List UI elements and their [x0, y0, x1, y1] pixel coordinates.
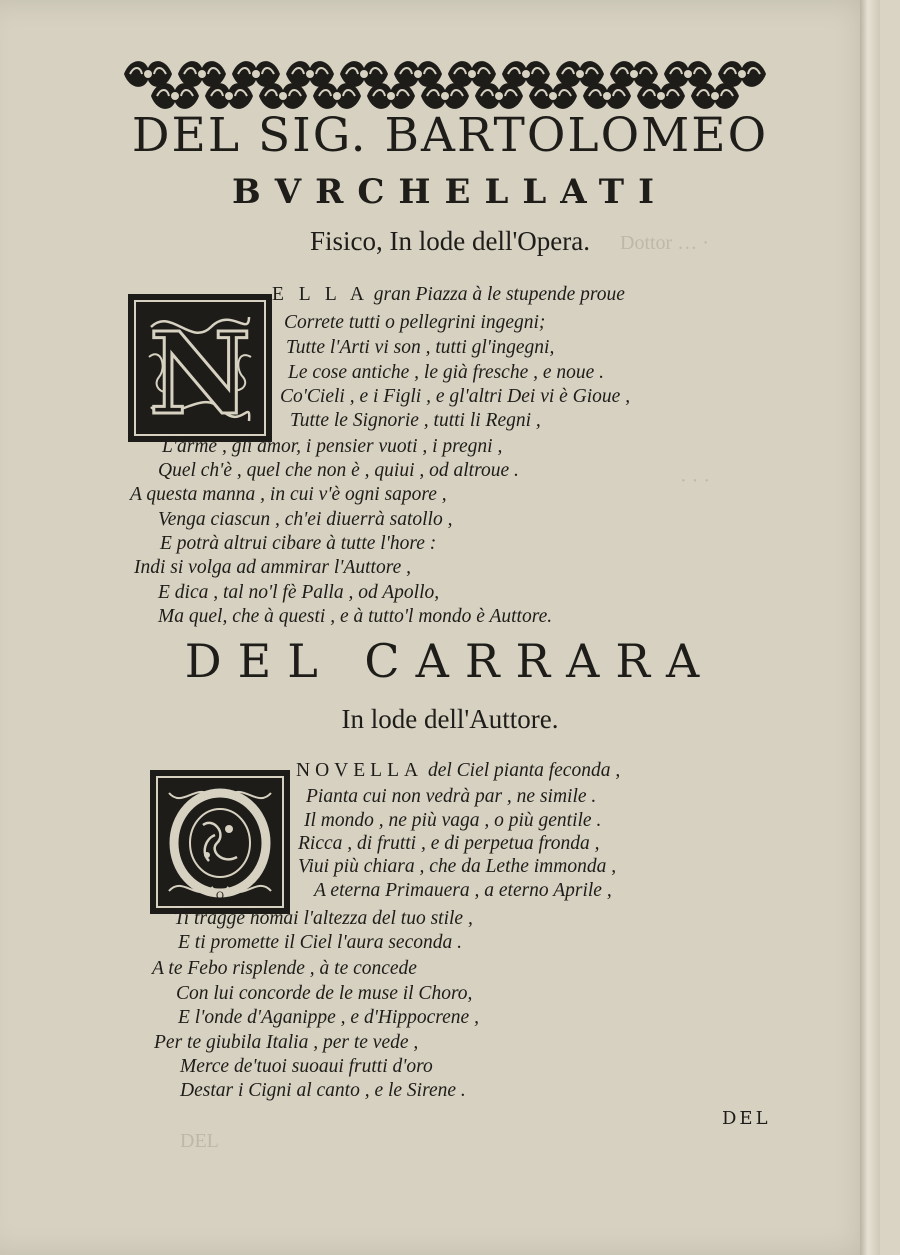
poem1-line-11: E potrà altrui cibare à tutte l'hore :	[160, 533, 437, 554]
poem1-line-5: Co'Cieli , e i Figli , e gl'altri Dei vi è Gioue ,	[280, 386, 631, 407]
poem2-line-6: A eterna Primauera , a eterno Aprile ,	[314, 880, 612, 901]
poem2-line-4: Ricca , di frutti , e di perpetua fronda ,	[298, 833, 600, 854]
poem2-line-10: Con lui concorde de le muse il Choro,	[176, 983, 473, 1004]
poem2-line-5: Viui più chiara , che da Lethe immonda ,	[298, 856, 617, 877]
poem2-line-1-text: del Ciel pianta feconda ,	[427, 760, 621, 781]
poem2-line-9: A te Febo risplende , à te concede	[152, 958, 417, 979]
poem1-line-1	[272, 284, 625, 306]
poem1-line-8: Quel ch'è , quel che non è , quiui , od altroue .	[158, 460, 519, 481]
poem2-line-7: Ti tragge homai l'altezza del tuo stile ,	[174, 908, 473, 929]
poem1-line-13: E dica , tal no'l fè Palla , od Apollo,	[158, 582, 440, 603]
poem1-line-9: A questa manna , in cui v'è ogni sapore ,	[130, 484, 447, 505]
poem2-line-8: E ti promette il Ciel l'aura seconda .	[178, 932, 462, 953]
poem1-line-1-text: gran Piazza à le stupende proue	[373, 284, 625, 305]
poem1-heading: DEL SIG. BARTOLOMEO	[131, 108, 769, 163]
dropcap-n	[128, 294, 272, 442]
dropcap-o	[150, 770, 290, 914]
poem2-subtitle: In lode dell'Auttore.	[341, 704, 559, 734]
poem1-subtitle: Fisico, In lode dell'Opera.	[309, 226, 591, 256]
poem1-line-4: Le cose antiche , le già fresche , e noue .	[288, 362, 605, 383]
poem2-line-12: Per te giubila Italia , per te vede ,	[154, 1032, 419, 1053]
poem1-first-line-lead: E L L A	[272, 284, 369, 305]
bleed-through-text: · · ·	[680, 470, 710, 492]
poem2-first-line-lead: NOVELLA	[296, 760, 424, 781]
poem1-line-12: Indi si volga ad ammirar l'Auttore ,	[134, 557, 411, 578]
poem1-author-surname: BVRCHELLATI	[231, 172, 668, 212]
poem2-line-11: E l'onde d'Aganippe , e d'Hippocrene ,	[178, 1007, 479, 1028]
catchword: DEL	[722, 1108, 771, 1129]
poem2-line-1	[296, 760, 620, 782]
poem1-line-10: Venga ciascun , ch'ei diuerrà satollo ,	[158, 509, 453, 530]
ornament-band	[122, 54, 772, 112]
dropcap-letter-o: O	[215, 891, 225, 902]
poem2-line-3: Il mondo , ne più vaga , o più gentile .	[304, 810, 602, 831]
poem2-line-13: Merce de'tuoi suoaui frutti d'oro	[180, 1056, 433, 1077]
poem1-line-7: L'arme , gli amor, i pensier vuoti , i pregni ,	[162, 436, 503, 457]
dropcap-letter-n: N	[148, 309, 252, 439]
poem2-heading: DEL CARRARA	[184, 634, 716, 688]
bleed-through-text: Dottor … ·	[620, 232, 709, 254]
poem2-line-2: Pianta cui non vedrà par , ne simile .	[306, 786, 597, 807]
poem1-line-3: Tutte l'Arti vi son , tutti gl'ingegni,	[286, 337, 555, 358]
poem1-line-14: Ma quel, che à questi , e à tutto'l mondo è Auttore.	[158, 606, 553, 627]
bleed-through-text: DEL	[180, 1130, 219, 1152]
poem1-line-2: Correte tutti o pellegrini ingegni;	[284, 312, 546, 333]
poem2-line-14: Destar i Cigni al canto , e le Sirene .	[180, 1080, 466, 1101]
poem1-line-6: Tutte le Signorie , tutti li Regni ,	[290, 410, 541, 431]
